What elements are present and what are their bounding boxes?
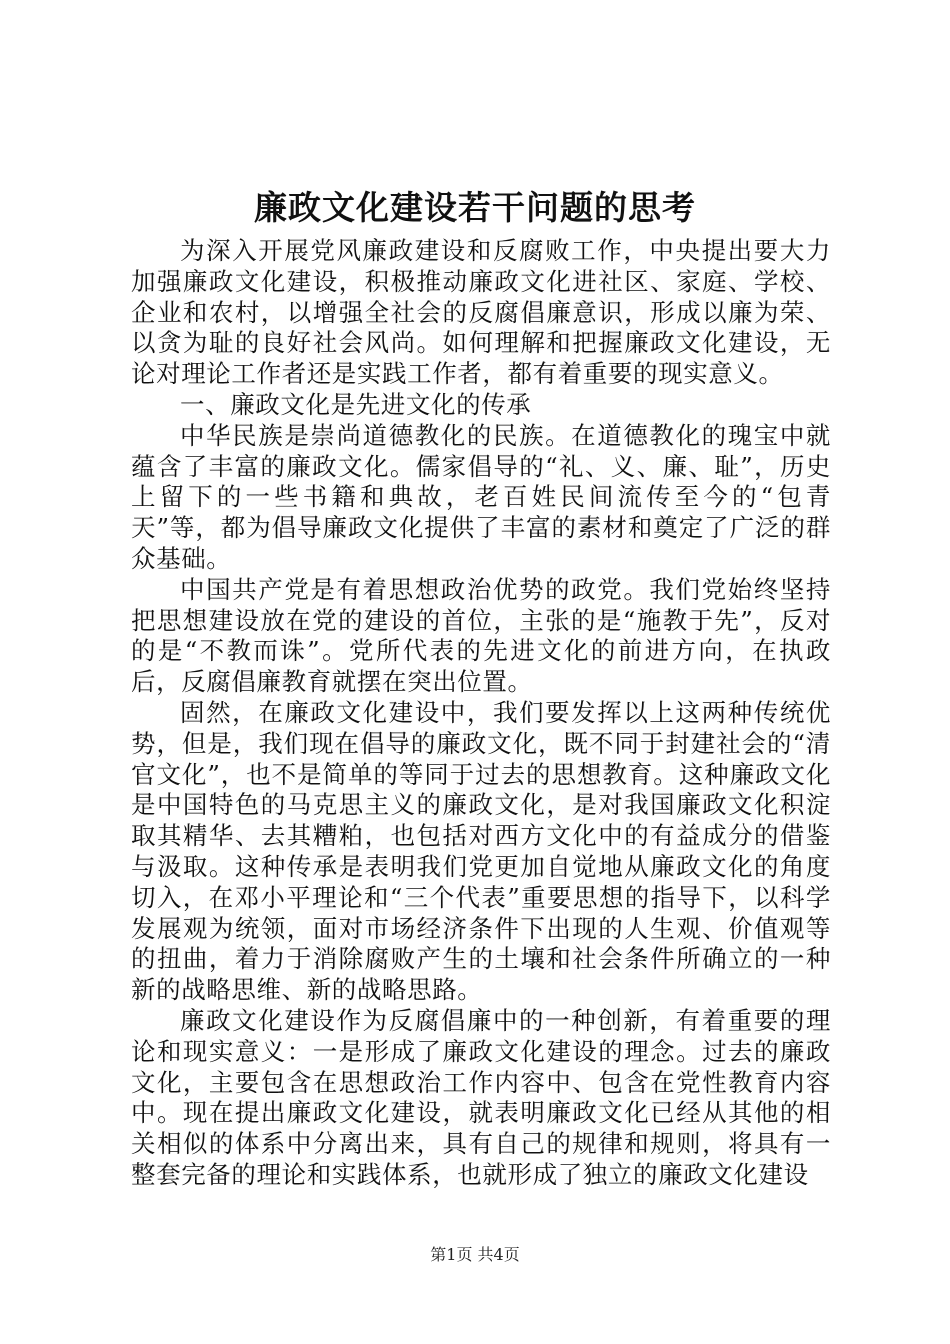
paragraph-innovation-significance: 廉政文化建设作为反腐倡廉中的一种创新，有着重要的理论和现实意义：一是形成了廉政文化建设的理念。过去的廉政文化，主要包含在思想政治工作内容中、包含在党性教育内容中。现在提出廉政文化建设，就表明廉政文化已经从其他的相关相似的体系中分离出来，具有自己的规律和规则，将具有一整套完备的理论和实践体系，也就形成了独立的廉政文化建设 — [131, 1005, 831, 1189]
paragraph-moral-education: 中华民族是崇尚道德教化的民族。在道德教化的瑰宝中就蕴含了丰富的廉政文化。儒家倡导的“礼、义、廉、耻”，历史上留下的一些书籍和典故，老百姓民间流传至今的“包青天”等，都为倡导廉政文化提供了丰富的素材和奠定了广泛的群众基础。 — [131, 420, 831, 573]
paragraph-tradition-inheritance: 固然，在廉政文化建设中，我们要发挥以上这两种传统优势，但是，我们现在倡导的廉政文化，既不同于封建社会的“清官文化”，也不是简单的等同于过去的思想教育。这种廉政文化是中国特色的马克思主义的廉政文化，是对我国廉政文化积淀取其精华、去其糟粕，也包括对西方文化中的有益成分的借鉴与汲取。这种传承是表明我们党更加自觉地从廉政文化的角度切入，在邓小平理论和“三个代表”重要思想的指导下，以科学发展观为统领，面对市场经济条件下出现的人生观、价值观等的扭曲，着力于消除腐败产生的土壤和社会条件所确立的一种新的战略思维、新的战略思路。 — [131, 697, 831, 1005]
document-title: 廉政文化建设若干问题的思考 — [254, 188, 696, 227]
paragraph-intro: 为深入开展党风廉政建设和反腐败工作，中央提出要大力加强廉政文化建设，积极推动廉政文化进社区、家庭、学校、企业和农村，以增强全社会的反腐倡廉意识，形成以廉为荣、以贪为耻的良好社会风尚。如何理解和把握廉政文化建设，无论对理论工作者还是实践工作者，都有着重要的现实意义。 — [131, 236, 831, 389]
paragraph-party-ideology: 中国共产党是有着思想政治优势的政党。我们党始终坚持把思想建设放在党的建设的首位，主张的是“施教于先”，反对的是“不教而诛”。党所代表的先进文化的前进方向，在执政后，反腐倡廉教育就摆在突出位置。 — [131, 574, 831, 697]
document-body — [131, 236, 831, 1191]
section-heading-1: 一、廉政文化是先进文化的传承 — [180, 389, 532, 419]
page-footer: 第1页 共4页 — [430, 1245, 520, 1264]
